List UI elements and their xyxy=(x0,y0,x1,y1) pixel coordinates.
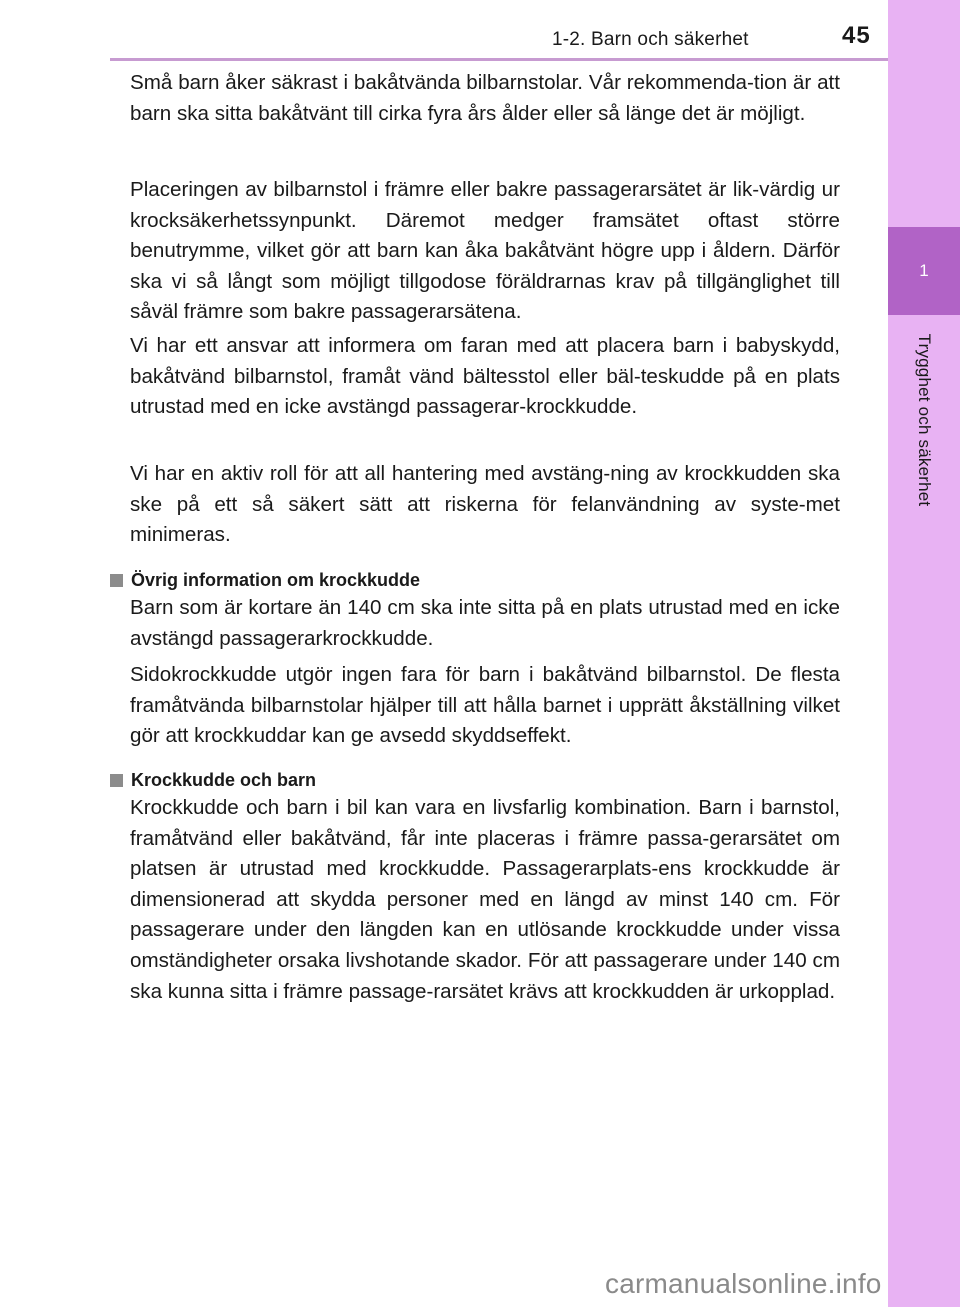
side-tab-strip xyxy=(888,0,960,1307)
other-info-paragraph-1: Barn som är kortare än 140 cm ska inte sitta på en plats utrustad med en icke avstängd passagerarkrockkudde. xyxy=(130,596,840,650)
chapter-label: Trygghet och säkerhet xyxy=(915,333,934,507)
section-bullet-icon xyxy=(110,574,123,587)
section-heading-text: Övrig information om krockkudde xyxy=(131,570,421,590)
intro-paragraph-4: Vi har en aktiv roll för att all hantering med avstäng-ning av krockkudden ska ske på ett så säkert sätt att riskerna för felanvändning av syste-met minimeras. xyxy=(130,462,840,547)
section-heading-other-info xyxy=(110,569,420,591)
other-info-paragraph-2: Sidokrockkudde utgör ingen fara för barn i bakåtvänd bilbarnstol. De flesta framåtvända bilbarnstolar hjälper till att hålla barnet i upprätt åkställning vilket gör att krockkuddar kan ge avsedd skyddseffekt. xyxy=(130,663,840,748)
intro-paragraph-2: Placeringen av bilbarnstol i främre eller bakre passagerarsätet är lik-värdig ur krocksäkerhetssynpunkt. Däremot medger framsätet oftast större benutrymme, vilket gör att barn kan åka bakåtvänt högre upp i åldern. Därför ska vi så långt som möjligt tillgodose föräldrarnas krav på tillgänglighet till såväl främre som bakre passagerarsätena. xyxy=(130,178,840,324)
airbag-children-paragraph-1: Krockkudde och barn i bil kan vara en livsfarlig kombination. Barn i barnstol, framåtvänd eller bakåtvänd, får inte placeras i främre passa-gerarsätet om platsen är utrustad med krockkudde. Passagerarplats-ens krockkudde är dimensionerad att skydda personer med en längd av minst 140 cm. För passagerare under den längden kan en utlösande krockkudde under vissa omständigheter orsaka livshotande skador. För att passagerare under 140 cm ska kunna sitta i främre passage-rarsätet krävs att krockkudden är urkopplad. xyxy=(130,796,840,1003)
intro-paragraph-1: Små barn åker säkrast i bakåtvända bilbarnstolar. Vår rekommenda-tion är att barn ska sitta bakåtvänt till cirka fyra års ålder eller så länge det är möjligt. xyxy=(130,71,840,125)
page-number: 45 xyxy=(842,22,871,49)
section-heading-airbag-children xyxy=(110,769,316,791)
intro-paragraph-3: Vi har ett ansvar att informera om faran med att placera barn i babyskydd, bakåtvänd bilbarnstol, framåt vänd bältesstol eller bäl-teskudde på en plats utrustad med en icke avstängd passagerar-krockkudde. xyxy=(130,334,840,419)
watermark: carmanualsonline.info xyxy=(605,1268,882,1299)
section-title: 1-2. Barn och säkerhet xyxy=(552,29,749,50)
header-divider xyxy=(110,58,888,61)
section-bullet-icon xyxy=(110,774,123,787)
section-heading-text: Krockkudde och barn xyxy=(131,770,317,790)
chapter-number-tab: 1 xyxy=(888,227,960,315)
